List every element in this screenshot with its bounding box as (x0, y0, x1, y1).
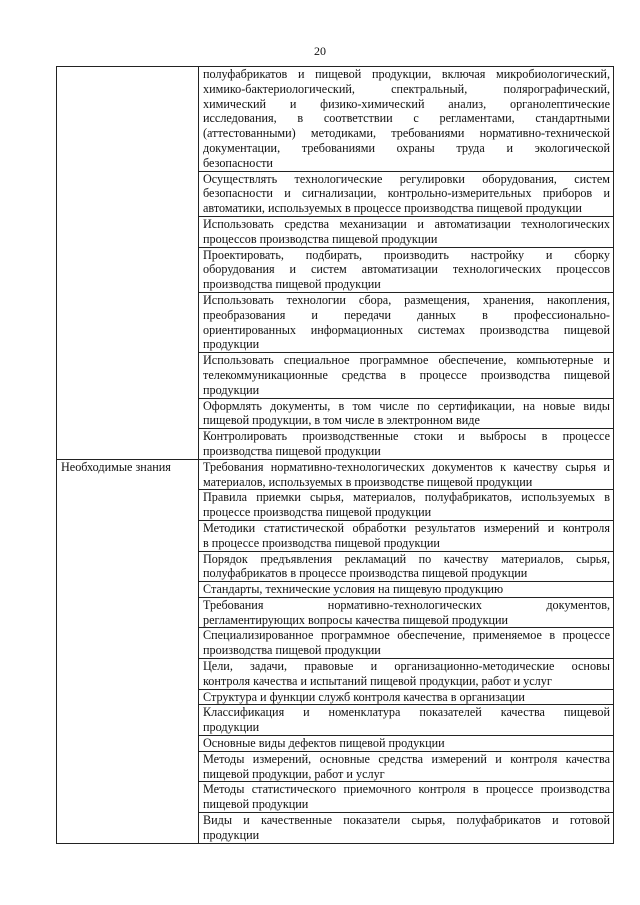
requirement-text-line: Осуществлять технологические регулировки оборудования, систем (203, 171, 610, 186)
requirement-text-line: производства пищевой продукции (203, 443, 381, 458)
requirement-text-line: Контролировать производственные стоки и выбросы в процессе (203, 429, 610, 444)
requirement-text-line: Оформлять документы, в том числе по сертификации, на новые виды (203, 398, 610, 413)
requirement-text-line: продукции (203, 720, 260, 735)
requirement-text-line: продукции (203, 382, 260, 397)
requirement-text-line: пищевой продукции, работ и услуг (203, 766, 385, 781)
requirement-text-line: Требования нормативно-технологических документов к качеству сырья и (203, 459, 610, 474)
requirement-text-line: процессов производства пищевой продукции (203, 231, 438, 246)
requirement-text-line: продукции (203, 827, 260, 842)
requirement-cell (199, 520, 614, 551)
requirement-cell (199, 813, 614, 844)
requirement-text-line: полуфабрикатов в процессе производства пищевой продукции (203, 566, 528, 581)
requirement-text-line: Методики статистической обработки результатов измерений и контроля (203, 520, 610, 535)
table-row (57, 67, 614, 172)
requirement-text-line: Цели, задачи, правовые и организационно-методические основы (203, 659, 610, 674)
requirement-text-line: ориентированных информационных системах производства пищевой (203, 322, 610, 337)
requirement-text-line: телекоммуникационные средства в процессе производства пищевой (203, 367, 610, 382)
requirement-cell (199, 659, 614, 690)
requirement-text-line: Методы статистического приемочного контроля в процессе производства (203, 782, 610, 797)
requirement-cell (199, 459, 614, 490)
requirement-text-line: Структура и функции служб контроля качества в организации (203, 689, 525, 704)
requirement-cell (199, 582, 614, 598)
requirement-cell (199, 247, 614, 292)
requirement-text-line: процессе производства пищевой продукции (203, 505, 432, 520)
requirement-text-line: (аттестованными) методиками, требованиями нормативно-технической (203, 126, 610, 141)
requirement-text-line: Классификация и номенклатура показателей качества пищевой (203, 705, 610, 720)
requirement-cell (199, 597, 614, 628)
competency-table (56, 66, 614, 844)
requirement-text-line: преобразования и передачи данных в профессионально- (203, 307, 610, 322)
requirement-text-line: документации, требованиями охраны труда и экологической (203, 140, 610, 155)
requirement-text-line: химико-бактериологический, спектральный, полярографический, (203, 81, 610, 96)
requirement-cell (199, 353, 614, 398)
requirement-text-line: полуфабрикатов и пищевой продукции, включая микробиологический, (203, 67, 610, 81)
requirement-cell (199, 782, 614, 813)
requirement-text-line: Использовать технологии сбора, размещения, хранения, накопления, (203, 292, 610, 307)
requirement-text-line: оборудования и систем автоматизации технологических процессов (203, 262, 610, 277)
requirement-text-line: Стандарты, технические условия на пищевую продукцию (203, 582, 504, 597)
requirement-text-line: Порядок предъявления рекламаций по качеству материалов, сырья, (203, 551, 610, 566)
requirement-text-line: материалов, используемых в производстве пищевой продукции (203, 474, 533, 489)
requirement-cell (199, 398, 614, 429)
requirement-cell (199, 628, 614, 659)
requirement-cell (199, 429, 614, 460)
requirement-text-line: Правила приемки сырья, материалов, полуфабрикатов, используемых в (203, 490, 610, 505)
requirement-cell (199, 292, 614, 352)
table-row (57, 459, 614, 490)
requirement-text-line: производства пищевой продукции (203, 643, 381, 658)
requirement-text-line: контроля качества и испытаний пищевой продукции, работ и услуг (203, 673, 552, 688)
requirement-cell (199, 705, 614, 736)
requirement-cell (199, 736, 614, 752)
requirement-text-line: Основные виды дефектов пищевой продукции (203, 736, 445, 751)
requirement-text-line: Проектировать, подбирать, производить настройку и сборку (203, 247, 610, 262)
requirement-text-line: пищевой продукции, в том числе в электронном виде (203, 413, 480, 428)
requirement-text-line: пищевой продукции (203, 797, 309, 812)
requirement-cell (199, 67, 614, 172)
requirement-text-line: Специализированное программное обеспечение, применяемое в процессе (203, 628, 610, 643)
competency-table-body (57, 67, 614, 844)
requirement-text-line: безопасности и сигнализации, контрольно-измерительных приборов и (203, 186, 610, 201)
requirement-text-line: Требования нормативно-технологических документов, (203, 597, 610, 612)
requirement-text-line: безопасности (203, 155, 273, 170)
requirement-text-line: Использовать специальное программное обеспечение, компьютерные и (203, 353, 610, 368)
requirement-text-line: Виды и качественные показатели сырья, полуфабрикатов и готовой (203, 813, 610, 828)
requirement-text-line: продукции (203, 337, 260, 352)
section-label: Необходимые знания (61, 459, 171, 474)
page-number: 20 (314, 44, 326, 58)
section-label-cell (57, 67, 199, 460)
requirement-text-line: регламентирующих вопросы качества пищевой продукции (203, 612, 509, 627)
requirement-text-line: Использовать средства механизации и автоматизации технологических (203, 216, 610, 231)
requirement-text-line: химический и физико-химический анализ, органолептические (203, 96, 610, 111)
requirement-text-line: автоматики, используемых в процессе производства пищевой продукции (203, 201, 582, 216)
requirement-text-line: Методы измерений, основные средства измерений и контроля качества (203, 751, 610, 766)
requirement-cell (199, 689, 614, 705)
requirement-text-line: производства пищевой продукции (203, 277, 381, 292)
requirement-text-line: в процессе производства пищевой продукции (203, 535, 440, 550)
section-label-cell (57, 459, 199, 843)
requirement-text-line: исследования, в соответствии с регламентами, стандартными (203, 111, 610, 126)
requirement-cell (199, 551, 614, 582)
requirement-cell (199, 490, 614, 521)
requirement-cell (199, 751, 614, 782)
requirement-cell (199, 171, 614, 216)
requirement-cell (199, 216, 614, 247)
